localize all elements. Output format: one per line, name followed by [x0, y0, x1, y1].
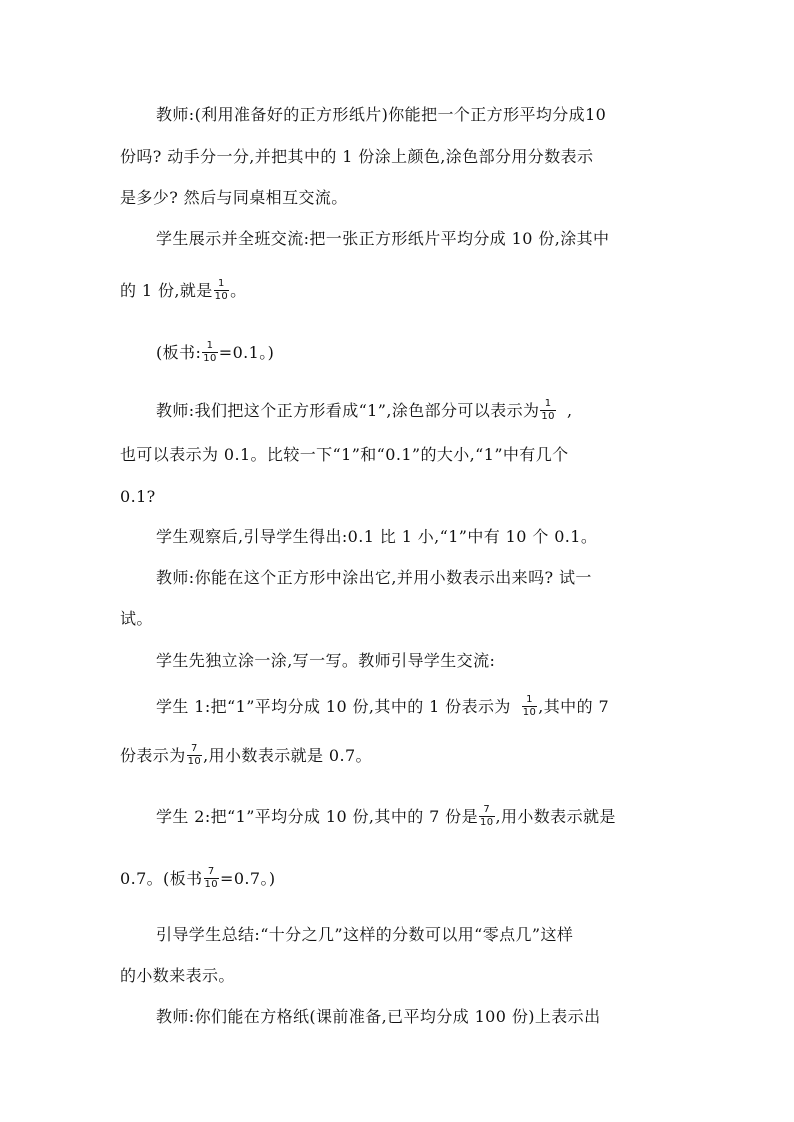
fraction-denominator: 10: [541, 411, 555, 422]
paragraph-4-line-2: 也可以表示为 0.1。比较一下“1”和“0.1”的大小,“1”中有几个: [120, 445, 569, 464]
text-segment: ,: [566, 401, 573, 420]
fraction-numerator: 7: [187, 744, 203, 756]
paragraph-6-line-1: 教师:你能在这个正方形中涂出它,并用小数表示出来吗? 试一: [156, 568, 592, 587]
fraction-denominator: 10: [214, 291, 229, 302]
fraction-denominator: 10: [479, 817, 494, 828]
text-segment: ,用小数表示就是: [495, 807, 616, 826]
fraction: [522, 695, 538, 718]
text-segment: ,用小数表示就是 0.7。: [203, 746, 372, 765]
fraction: [202, 341, 218, 364]
paragraph-7-line-1: 学生先独立涂一涂,写一写。教师引导学生交流:: [156, 651, 496, 670]
text-segment: 学生 2:把“1”平均分成 10 份,其中的 7 份是: [156, 807, 478, 826]
fraction-denominator: 10: [203, 353, 217, 364]
fraction-denominator: 10: [522, 707, 537, 718]
paragraph-11-line-1: 教师:你们能在方格纸(课前准备,已平均分成 100 份)上表示出: [156, 1007, 601, 1026]
fraction-denominator: 10: [187, 756, 202, 767]
text-segment: 教师:我们把这个正方形看成“1”,涂色部分可以表示为: [156, 401, 540, 420]
paragraph-1-line-2: 份吗? 动手分一分,并把其中的 1 份涂上颜色,涂色部分用分数表示: [120, 147, 594, 166]
paragraph-6-line-2: 试。: [120, 609, 153, 628]
fraction-numerator: 1: [540, 399, 556, 411]
paragraph-9-line-2: [120, 868, 276, 891]
paragraph-1-line-1: 教师:(利用准备好的正方形纸片)你能把一个正方形平均分成10: [156, 105, 607, 124]
text-segment: =0.7。): [220, 869, 276, 888]
paragraph-5-line-1: 学生观察后,引导学生得出:0.1 比 1 小,“1”中有 10 个 0.1。: [156, 527, 598, 546]
fraction-numerator: 7: [204, 867, 220, 879]
text-segment: 。: [230, 281, 247, 300]
fraction-denominator: 10: [204, 879, 219, 890]
text-segment: ,其中的 7: [538, 697, 610, 716]
fraction: [204, 867, 220, 890]
paragraph-4-line-1: [156, 400, 572, 423]
fraction: [187, 744, 203, 767]
paragraph-8-line-1: [156, 696, 609, 719]
text-segment: 0.7。(板书: [120, 869, 203, 888]
fraction-numerator: 1: [522, 695, 538, 707]
paragraph-10-line-1: 引导学生总结:“十分之几”这样的分数可以用“零点几”这样: [156, 925, 574, 944]
paragraph-2-line-2: [120, 280, 247, 303]
board-note-1: [156, 342, 274, 365]
fraction: [214, 279, 230, 302]
paragraph-9-line-1: [156, 806, 616, 829]
paragraph-10-line-2: 的小数来表示。: [120, 966, 235, 985]
fraction-numerator: 1: [214, 279, 230, 291]
paragraph-2-line-1: 学生展示并全班交流:把一张正方形纸片平均分成 10 份,涂其中: [156, 229, 610, 248]
fraction-numerator: 7: [479, 805, 495, 817]
paragraph-1-line-3: 是多少? 然后与同桌相互交流。: [120, 188, 348, 207]
fraction: [540, 399, 556, 422]
fraction-numerator: 1: [202, 341, 218, 353]
text-segment: 的 1 份,就是: [120, 281, 213, 300]
text-segment: =0.1。): [218, 343, 275, 362]
paragraph-4-line-3: 0.1?: [120, 487, 156, 506]
text-segment: 份表示为: [120, 746, 186, 765]
text-segment: (板书:: [156, 343, 202, 362]
paragraph-8-line-2: [120, 745, 372, 768]
text-segment: 学生 1:把“1”平均分成 10 份,其中的 1 份表示为: [156, 697, 511, 716]
fraction: [479, 805, 495, 828]
